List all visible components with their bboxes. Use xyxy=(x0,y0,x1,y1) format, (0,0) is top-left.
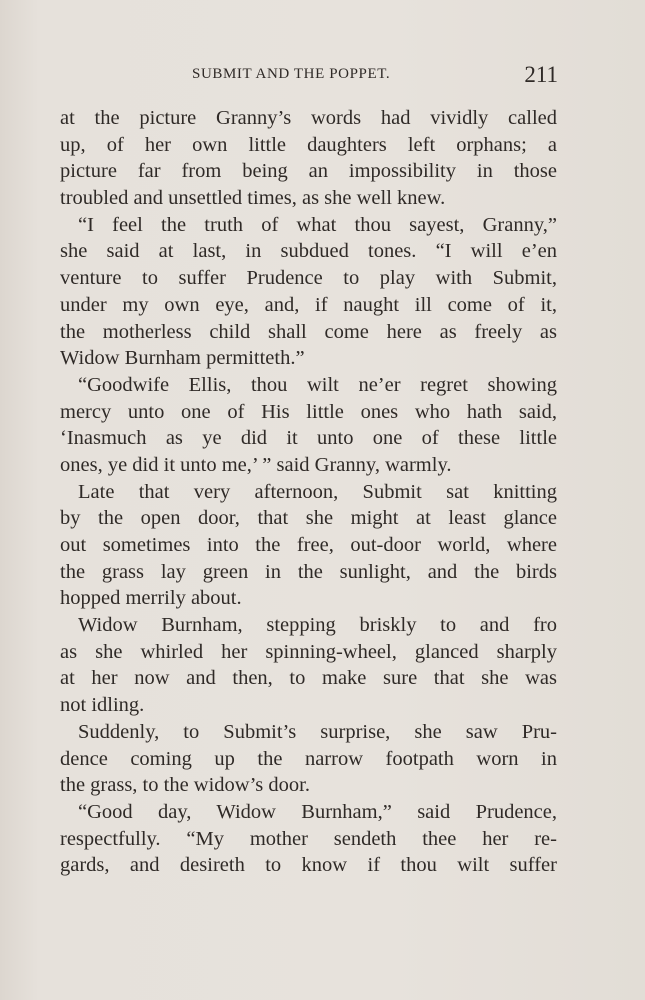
text-line: dence coming up the narrow footpath worn in xyxy=(60,747,557,770)
text-line: “I feel the truth of what thou sayest, Granny,” xyxy=(78,213,557,236)
text-line: out sometimes into the free, out-door world, where xyxy=(60,534,557,556)
text-line: by the open door, that she might at least glance xyxy=(60,507,557,530)
text-line: gards, and desireth to know if thou wilt suffer xyxy=(60,854,557,877)
text-line: the motherless child shall come here as freely as xyxy=(60,320,557,343)
text-line: under my own eye, and, if naught ill come of it, xyxy=(60,293,557,316)
text-line: “Good day, Widow Burnham,” said Prudence, xyxy=(78,800,557,823)
text-line: troubled and unsettled times, as she well knew. xyxy=(60,187,446,210)
text-line: picture far from being an impossibility in those xyxy=(60,160,557,183)
text-line: not idling. xyxy=(60,694,145,717)
running-title: SUBMIT AND THE POPPET. xyxy=(192,66,391,82)
page-number: 211 xyxy=(524,62,558,87)
text-line: venture to suffer Prudence to play with Submit, xyxy=(60,267,557,290)
running-head xyxy=(60,62,560,96)
text-line: up, of her own little daughters left orphans; a xyxy=(60,133,557,156)
text-line: Suddenly, to Submit’s surprise, she saw Pru- xyxy=(78,720,557,743)
text-line: the grass, to the widow’s door. xyxy=(60,774,310,797)
text-line: “Goodwife Ellis, thou wilt ne’er regret showing xyxy=(78,373,557,396)
text-line: she said at last, in subdued tones. “I will e’en xyxy=(60,240,557,263)
text-line: as she whirled her spinning-wheel, glanced sharply xyxy=(60,640,557,663)
text-line: the grass lay green in the sunlight, and the birds xyxy=(60,560,557,583)
body-text xyxy=(60,105,557,879)
text-line: Widow Burnham, stepping briskly to and fro xyxy=(78,614,557,637)
text-line: Widow Burnham permitteth.” xyxy=(60,347,305,370)
text-line: respectfully. “My mother sendeth thee her re- xyxy=(60,827,557,850)
text-line: Late that very afternoon, Submit sat knitting xyxy=(78,480,557,503)
text-line: hopped merrily about. xyxy=(60,587,242,610)
text-line: at her now and then, to make sure that she was xyxy=(60,667,557,690)
text-line: mercy unto one of His little ones who hath said, xyxy=(60,400,557,423)
text-line: at the picture Granny’s words had vividly called xyxy=(60,107,557,129)
text-line: ‘Inasmuch as ye did it unto one of these little xyxy=(60,427,557,450)
text-line: ones, ye did it unto me,’ ” said Granny, warmly. xyxy=(60,453,452,476)
